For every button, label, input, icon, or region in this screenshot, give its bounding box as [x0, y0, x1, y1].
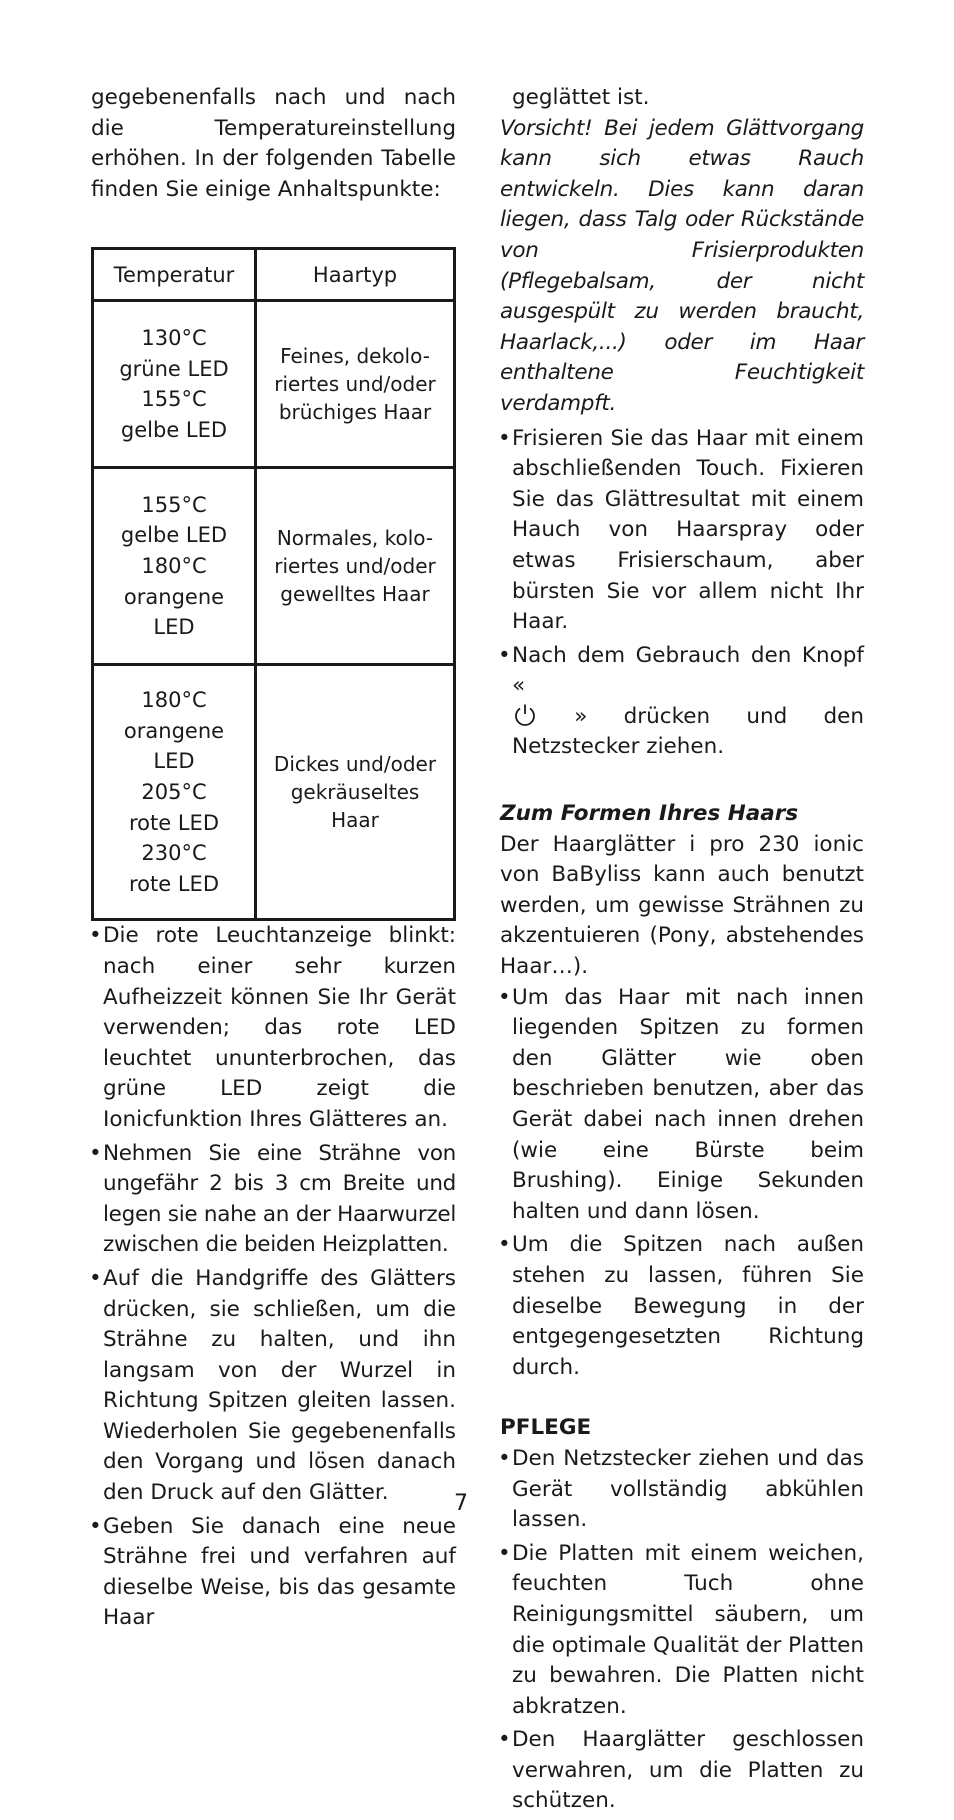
cell-line: 155°C — [141, 387, 207, 412]
cell-line: gekräuseltes — [290, 780, 420, 805]
list-item: • Um das Haar mit nach innen liegenden Spitzen zu formen den Glätter wie oben beschrieben benutzen, aber das Gerät dabei nach innen drehen (wie eine Bürste beim Brushing). Einige Sekunden halten und dann lösen. — [500, 983, 864, 1228]
temperature-cell — [93, 468, 256, 665]
cell-line: orangene — [123, 718, 225, 743]
table-row — [93, 665, 455, 920]
cell-line: 205°C — [141, 780, 207, 805]
cell-line: 180°C — [141, 554, 207, 579]
list-item: • Geben Sie danach eine neue Strähne frei und verfahren auf dieselbe Weise, bis das gesamte Haar — [91, 1512, 456, 1634]
list-item: • Frisieren Sie das Haar mit einem abschließenden Touch. Fixieren Sie das Glättresultat mit einem Hauch von Haarspray oder etwas Frisierschaum, aber bürsten Sie vor allem nicht Ihr Haar. — [500, 424, 864, 638]
hairtype-cell — [256, 301, 455, 468]
hairtype-cell — [256, 468, 455, 665]
list-item: • Den Netzstecker ziehen und das Gerät vollständig abkühlen lassen. — [500, 1444, 864, 1536]
header-temperature: Temperatur — [93, 249, 256, 301]
temperature-cell — [93, 665, 256, 920]
cell-line: gelbe LED — [120, 417, 228, 442]
list-item — [500, 641, 864, 763]
cell-line: LED — [153, 749, 195, 774]
cell-line: riertes und/oder — [274, 372, 436, 397]
cell-line: 155°C — [141, 492, 207, 517]
cell-line: 180°C — [141, 688, 207, 713]
cell-line: 130°C — [141, 326, 207, 351]
cell-line: 230°C — [141, 841, 207, 866]
cell-line: gewelltes Haar — [280, 582, 430, 607]
list-item: • Die rote Leuchtanzeige blinkt: nach einer sehr kurzen Aufheizzeit können Sie Ihr Gerät verwenden; das rote LED leuchtet ununterbrochen, das grüne LED zeigt die Ionicfunktion Ihres Glätteres an. — [91, 921, 456, 1135]
cell-line: gelbe LED — [120, 523, 228, 548]
section-title-forming: Zum Formen Ihres Haars — [500, 801, 799, 827]
care-bullets — [500, 1444, 864, 1817]
temperature-cell — [93, 301, 256, 468]
power-bullet-text-after: » drücken und den Netzstecker ziehen. — [512, 703, 864, 760]
list-item: • Auf die Handgriffe des Glätters drücken, sie schließen, um die Strähne zu halten, und ihn langsam von der Wurzel in Richtung Spitzen gleiten lassen. Wiederholen Sie gegebenenfalls den Vorgang und lösen danach den Druck auf den Glätter. — [91, 1264, 456, 1509]
cell-line: Haar — [331, 808, 379, 833]
table-row — [93, 301, 455, 468]
cell-line: orangene — [123, 584, 225, 609]
left-column — [91, 83, 456, 1637]
cell-line: riertes und/oder — [274, 554, 436, 579]
list-item: • Den Haarglätter geschlossen verwahren, um die Platten zu schützen. — [500, 1725, 864, 1817]
cell-line: brüchiges Haar — [278, 400, 432, 425]
cell-line: rote LED — [129, 810, 219, 835]
warning-paragraph: Vorsicht! Bei jedem Glättvorgang kann sich etwas Rauch entwickeln. Dies kann daran liegen, dass Talg oder Rückstände von Frisierprodukten (Pflegebalsam, der nicht ausgespült zu werden braucht, Haarlack,...) oder im Haar enthaltene Feuchtigkeit verdampft. — [500, 115, 864, 416]
cell-line: Feines, dekolo- — [280, 344, 430, 369]
hairtype-cell — [256, 665, 455, 920]
power-icon — [512, 702, 538, 728]
intro-paragraph: gegebenenfalls nach und nach die Temperatureinstellung erhöhen. In der folgenden Tabelle finden Sie einige Anhaltspunkte: — [91, 85, 456, 202]
table-header-row — [93, 249, 455, 301]
power-bullet-text-before: Nach dem Gebrauch den Knopf « — [512, 642, 864, 699]
header-hairtype: Haartyp — [256, 249, 455, 301]
right-column — [500, 83, 864, 1820]
page-number: 7 — [454, 1491, 468, 1516]
table-row — [93, 468, 455, 665]
section-title-care: PFLEGE — [500, 1415, 592, 1441]
cell-line: grüne LED — [119, 356, 229, 381]
cell-line: LED — [153, 615, 195, 640]
forming-bullets — [500, 983, 864, 1384]
temperature-table — [91, 247, 456, 921]
list-item: • Nehmen Sie eine Strähne von ungefähr 2 bis 3 cm Breite und legen sie nahe an der Haarwurzel zwischen die beiden Heizplatten. — [91, 1139, 456, 1261]
finishing-bullets — [500, 424, 864, 764]
list-item: • Die Platten mit einem weichen, feuchten Tuch ohne Reinigungsmittel säubern, um die optimale Qualität der Platten zu bewahren. Die Platten nicht abkratzen. — [500, 1539, 864, 1723]
cell-line: Dickes und/oder — [273, 752, 437, 777]
forming-paragraph: Der Haarglätter i pro 230 ionic von BaByliss kann auch benutzt werden, um gewisse Strähnen zu akzentuieren (Pony, abstehendes Haar…). — [500, 831, 864, 980]
cell-line: rote LED — [129, 871, 219, 896]
cell-line: Normales, kolo- — [276, 526, 434, 551]
continued-text: geglättet ist. — [512, 85, 650, 110]
list-item: • Um die Spitzen nach außen stehen zu lassen, führen Sie dieselbe Bewegung in der entgegengesetzten Richtung durch. — [500, 1230, 864, 1383]
usage-bullets — [91, 921, 456, 1634]
